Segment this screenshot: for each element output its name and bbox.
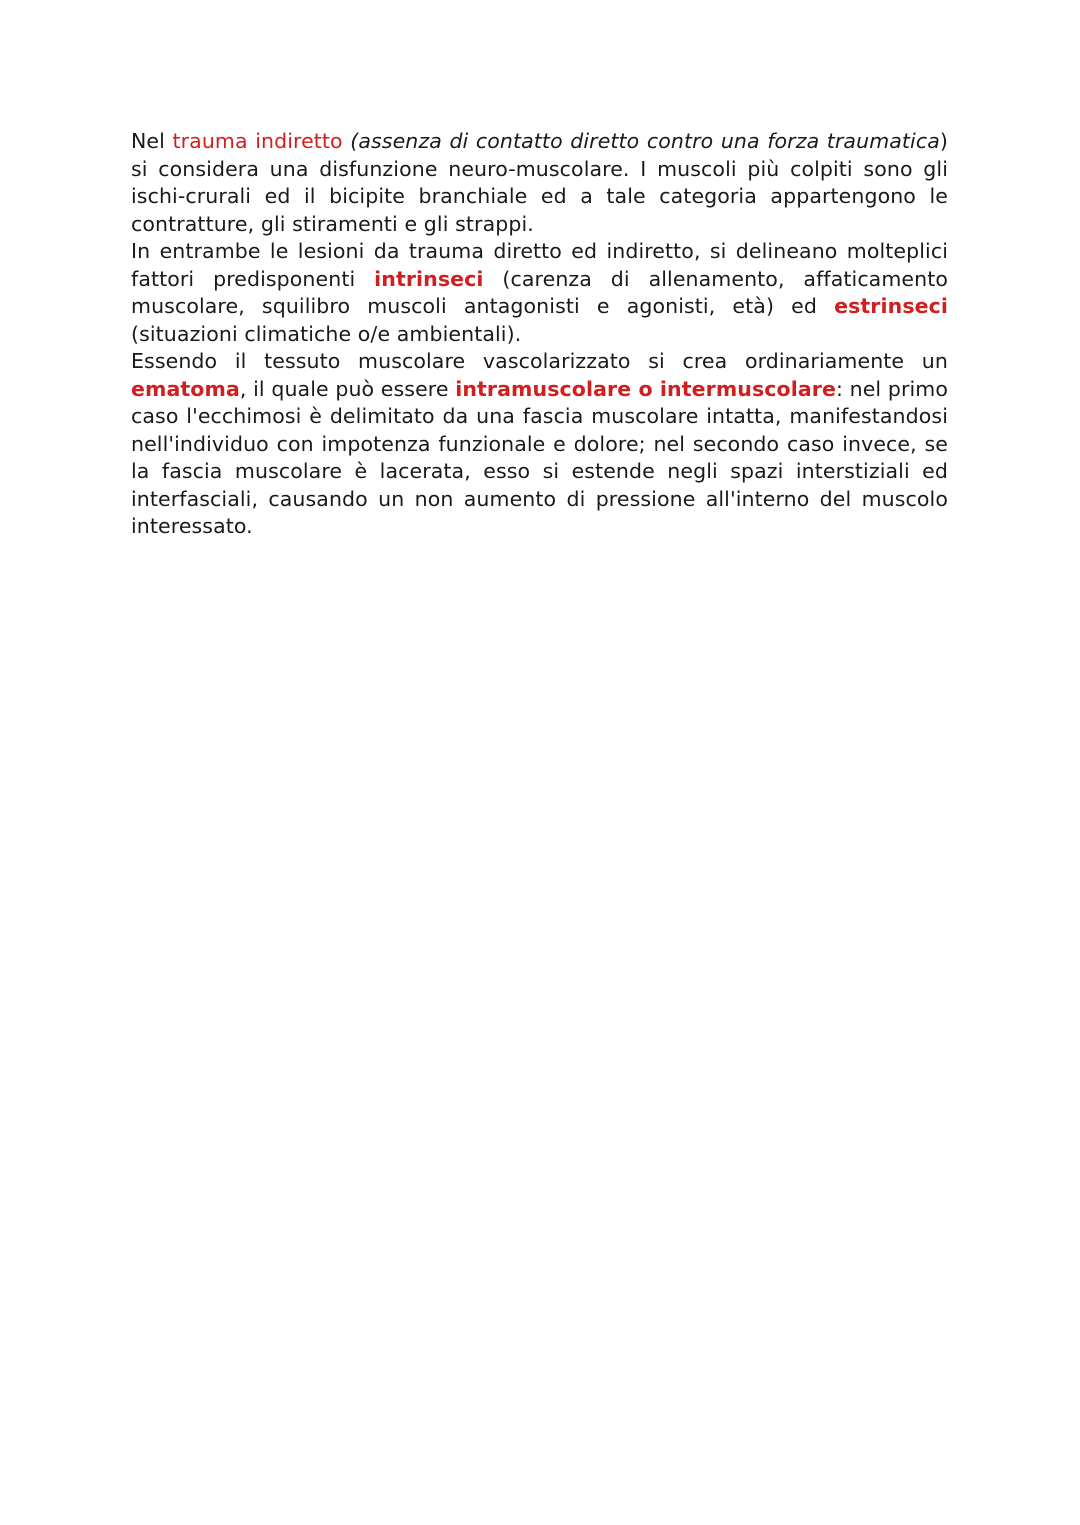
highlight-intrinseci: intrinseci (374, 266, 484, 291)
document-page (131, 128, 948, 541)
paragraph-indirect-trauma (131, 128, 948, 238)
highlight-intra-inter-muscolare: intramuscolare o intermuscolare (455, 376, 836, 401)
text-segment: ) si considera una disfunzione neuro-muscolare. I muscoli più colpiti sono gli ischi-crurali ed il bicipite branchiale ed a tale categoria appartengono le contratture, gli stiramenti e gli strappi. (131, 129, 948, 236)
text-segment: In entrambe le lesioni da trauma diretto ed indiretto, si delineano molteplici fattori predisponenti (131, 239, 948, 291)
italic-definition: (assenza di contatto diretto contro una forza traumatica (350, 129, 940, 153)
highlight-ematoma: ematoma (131, 376, 240, 401)
text-segment: Nel (131, 129, 173, 153)
text-segment: : nel primo caso l'ecchimosi è delimitato da una fascia muscolare intatta, manifestandosi nell'individuo con impotenza funzionale e dolore; nel secondo caso invece, se la fascia muscolare è lacerata, esso si estende negli spazi interstiziali ed interfasciali, causando un non aumento di pressione all'interno del muscolo interessato. (131, 376, 948, 538)
text-segment: Essendo il tessuto muscolare vascolarizzato si crea ordinariamente un (131, 349, 948, 373)
text-segment: , il quale può essere (239, 376, 456, 401)
highlight-trauma-indiretto: trauma indiretto (172, 129, 343, 153)
paragraph-hematoma (131, 348, 948, 541)
text-segment: (situazioni climatiche o/e ambientali). (131, 321, 522, 346)
text-segment: (carenza di allenamento, affaticamento muscolare, squilibro muscoli antagonisti e agonisti, età) ed (131, 266, 949, 318)
highlight-estrinseci: estrinseci (834, 294, 948, 318)
paragraph-predisposing-factors (131, 238, 948, 348)
